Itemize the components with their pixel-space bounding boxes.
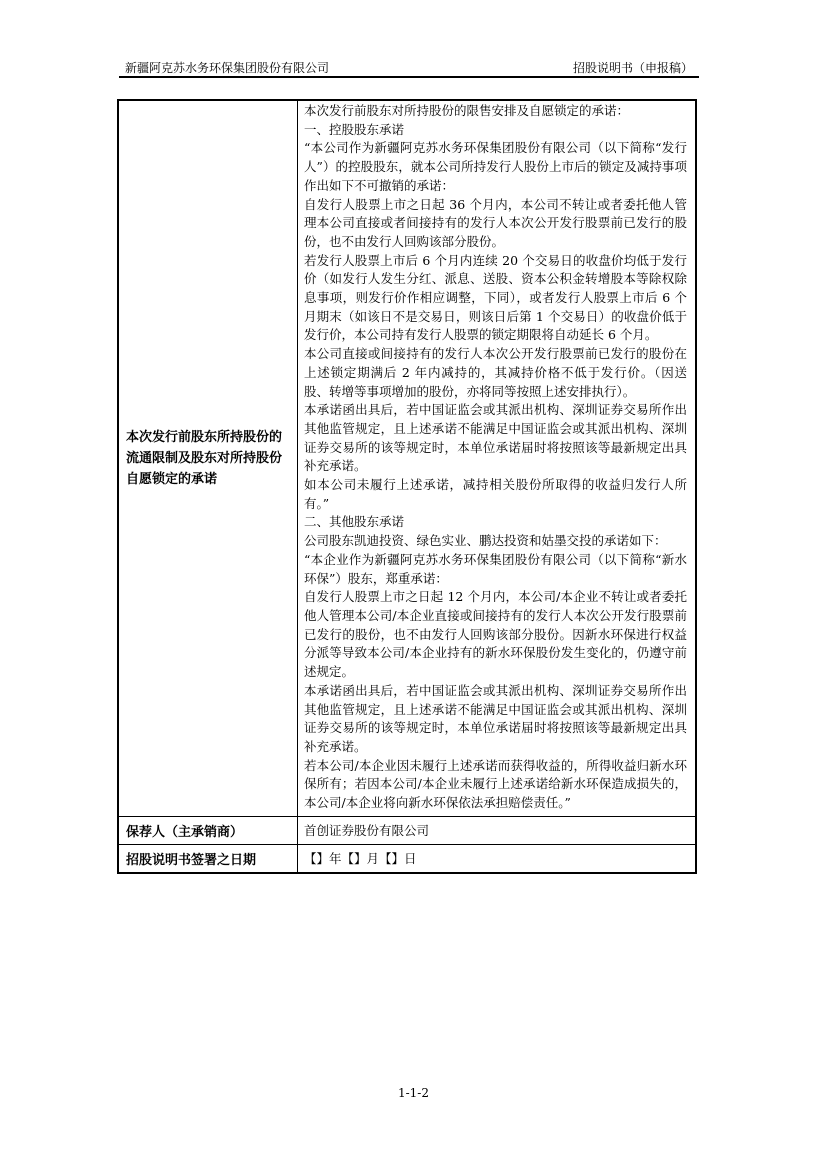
- header-document-type: 招股说明书（申报稿）: [572, 61, 693, 75]
- paragraph: 本承诺函出具后，若中国证监会或其派出机构、深圳证券交易所作出其他监管规定，且上述承诺不能满足中国证监会或其派出机构、深圳证券交易所的该等规定时，本单位承诺届时将按照该等最新规定出具补充承诺。: [304, 682, 687, 754]
- paragraph: 本承诺函出具后，若中国证监会或其派出机构、深圳证券交易所作出其他监管规定，且上述承诺不能满足中国证监会或其派出机构、深圳证券交易所的该等规定时，本单位承诺届时将按照该等最新规定出具补充承诺。: [304, 402, 687, 474]
- prospectus-summary-table: [117, 99, 697, 874]
- paragraph: 公司股东凯迪投资、绿色实业、鹏达投资和姑墨交投的承诺如下：: [304, 533, 667, 549]
- paragraph: “本公司作为新疆阿克苏水务环保集团股份有限公司（以下简称“发行人”）的控股股东，就本公司所持发行人股份上市后的锁定及减持事项作出如下不可撤销的承诺：: [304, 140, 687, 193]
- paragraph: 如本公司未履行上述承诺，减持相关股份所取得的收益归发行人所有。”: [304, 477, 687, 511]
- paragraph: 一、控股股东承诺: [304, 121, 405, 137]
- paragraph: 若发行人股票上市后 6 个月内连续 20 个交易日的收盘价均低于发行价（如发行人发生分红、派息、送股、资本公积金转增股本等除权除息事项，则发行价作相应调整，下同），或者发行人股票上市后 6 个月期末（如该日不是交易日，则该日后第 1 个交易日）的收盘价低于发行价，本公司持有发行人股票的锁定期限将自动延长 6 个月。: [304, 252, 687, 343]
- paragraph: 本次发行前股东对所持股份的限售安排及自愿锁定的承诺：: [304, 103, 630, 118]
- paragraph: 自发行人股票上市之日起 36 个月内，本公司不转让或者委托他人管理本公司直接或者间接持有的发行人本次公开发行股票前已发行的股份，也不由发行人回购该部分股份。: [304, 196, 687, 249]
- page-number: 1-1-2: [397, 1086, 429, 1100]
- paragraph: 若本公司/本企业因未履行上述承诺而获得收益的，所得收益归新水环保所有；若因本公司/本企业未履行上述承诺给新水环保造成损失的，本公司/本企业将向新水环保依法承担赔偿责任。”: [304, 757, 687, 811]
- sponsor-label: 保荐人（主承销商）: [118, 816, 298, 844]
- paragraph: 自发行人股票上市之日起 12 个月内，本公司/本企业不转让或者委托他人管理本公司/本企业直接或间接持有的发行人本次公开发行股票前已发行的股份，也不由发行人回购该部分股份。因新水环保进行权益分派等导致本公司/本企业持有的新水环保股份发生变化的，仍遵守前述规定。: [304, 589, 687, 680]
- header-divider: [119, 76, 699, 78]
- sponsor-value: 首创证券股份有限公司: [298, 816, 697, 844]
- table-row-signing-date: [118, 844, 696, 873]
- signing-date-value: 【】年【】月【】日: [298, 844, 697, 873]
- header-company-name: 新疆阿克苏水务环保集团股份有限公司: [125, 61, 330, 75]
- table-row-sponsor: [118, 816, 696, 844]
- paragraph: 二、其他股东承诺: [304, 514, 405, 530]
- page-header: [119, 56, 697, 76]
- paragraph: “本企业作为新疆阿克苏水务环保集团股份有限公司（以下简称“新水环保”）股东，郑重承诺：: [304, 551, 687, 586]
- lockup-label: 本次发行前股东所持股份的流通限制及股东对所持股份自愿锁定的承诺: [118, 100, 298, 816]
- paragraph: 本公司直接或间接持有的发行人本次公开发行股票前已发行的股份在上述锁定期满后 2 年内减持的，其减持价格不低于发行价。（因送股、转增等事项增加的股份，亦将同等按照上述安排执行）。: [304, 346, 687, 399]
- lockup-content: [298, 100, 697, 816]
- signing-date-label: 招股说明书签署之日期: [118, 844, 298, 873]
- table-row-lockup: [118, 100, 696, 816]
